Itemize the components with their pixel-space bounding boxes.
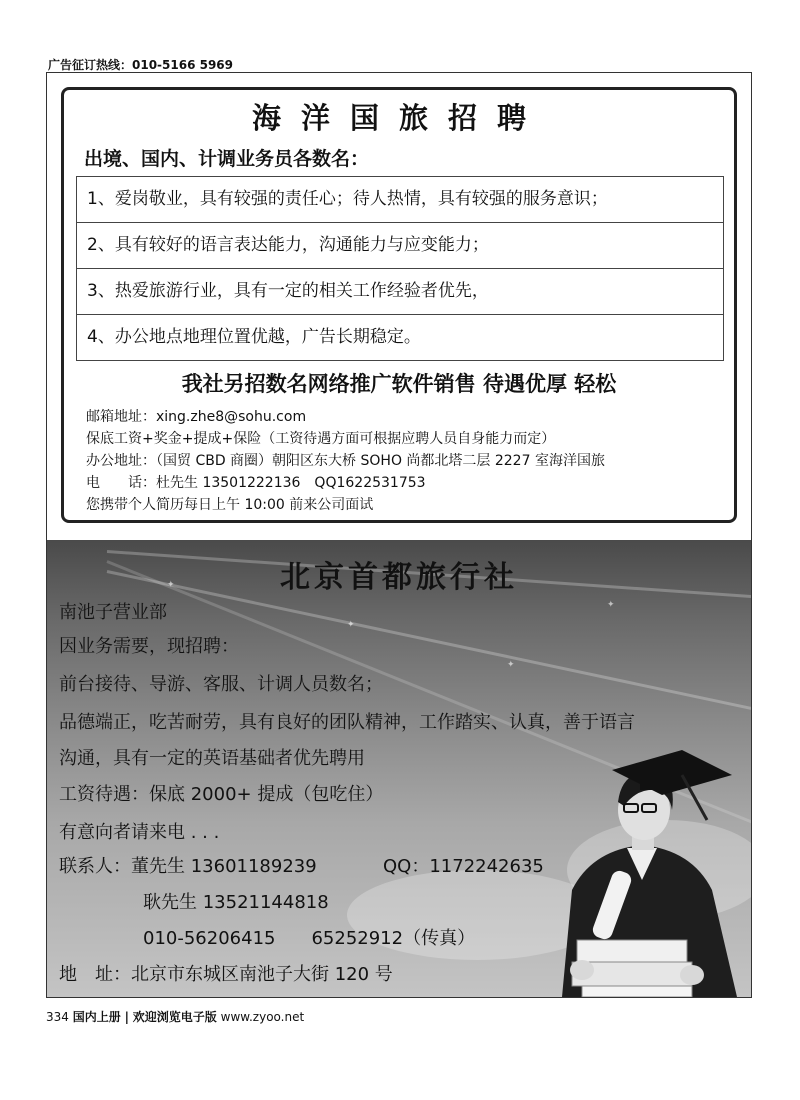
ad1-subtitle: 出境、国内、计调业务员各数名： [84, 148, 370, 170]
sparkle-icon: ✦ [607, 600, 615, 610]
contact-1: 联系人：董先生 13601189239 [59, 856, 317, 877]
ad1-interview: 您携带个人简历每日上午 10:00 前来公司面试 [86, 497, 374, 513]
ad1-phone: 电 话：杜先生 13501222136 QQ1622531753 [86, 475, 426, 491]
ad1-address: 办公地址：（国贸 CBD 商圈）朝阳区东大桥 SOHO 尚都北塔二层 2227 室海洋国旅 [86, 453, 605, 469]
phone-numbers: 010-56206415 65252912（传真） [143, 928, 476, 949]
ad2-title: 北京首都旅行社 [280, 560, 518, 595]
ad1-salary: 保底工资+奖金+提成+保险（工资待遇方面可根据应聘人员自身能力而定） [86, 431, 556, 447]
hiring-intro: 因业务需要，现招聘： [59, 636, 239, 657]
page-footer [46, 1008, 304, 1025]
browse-text: 欢迎浏览电子版 [132, 1010, 217, 1024]
page-number: 334 [46, 1010, 69, 1024]
ocean-travel-ad [61, 87, 737, 523]
positions: 前台接待、导游、客服、计调人员数名； [59, 674, 383, 695]
separator: | [124, 1010, 129, 1024]
requirements-table [76, 176, 724, 361]
ad-hotline: 广告征订热线：010-5166 5969 [48, 58, 234, 72]
branch-name: 南池子营业部 [59, 602, 167, 623]
call-to-action: 有意向者请来电 . . . [59, 822, 220, 843]
salary: 工资待遇：保底 2000+ 提成（包吃住） [59, 784, 384, 805]
capital-travel-ad [47, 540, 751, 997]
ad1-title: 海洋国旅招聘 [251, 101, 546, 135]
ad1-email: 邮箱地址：xing.zhe8@sohu.com [86, 409, 307, 425]
sparkle-icon: ✦ [167, 580, 175, 590]
graduate-illustration [532, 740, 751, 997]
qq-number: QQ：1172242635 [383, 856, 544, 877]
website-link[interactable]: www.zyoo.net [220, 1010, 305, 1024]
address: 地 址：北京市东城区南池子大街 120 号 [59, 964, 393, 985]
requirement-row: 2、具有较好的语言表达能力，沟通能力与应变能力； [77, 222, 723, 268]
ad1-slogan: 我社另招数名网络推广软件销售 待遇优厚 轻松 [181, 372, 617, 396]
qualities-1: 品德端正，吃苦耐劳，具有良好的团队精神，工作踏实、认真，善于语言 [59, 712, 635, 733]
contact-2: 耿先生 13521144818 [143, 892, 329, 913]
sparkle-icon: ✦ [507, 660, 515, 670]
requirement-row: 3、热爱旅游行业，具有一定的相关工作经验者优先， [77, 268, 723, 314]
requirement-row: 4、办公地点地理位置优越，广告长期稳定。 [77, 314, 723, 360]
section-name: 国内上册 [72, 1010, 121, 1024]
qualities-2: 沟通，具有一定的英语基础者优先聘用 [59, 748, 365, 769]
sparkle-icon: ✦ [347, 620, 355, 630]
requirement-row: 1、爱岗敬业，具有较强的责任心；待人热情，具有较强的服务意识； [87, 189, 608, 209]
